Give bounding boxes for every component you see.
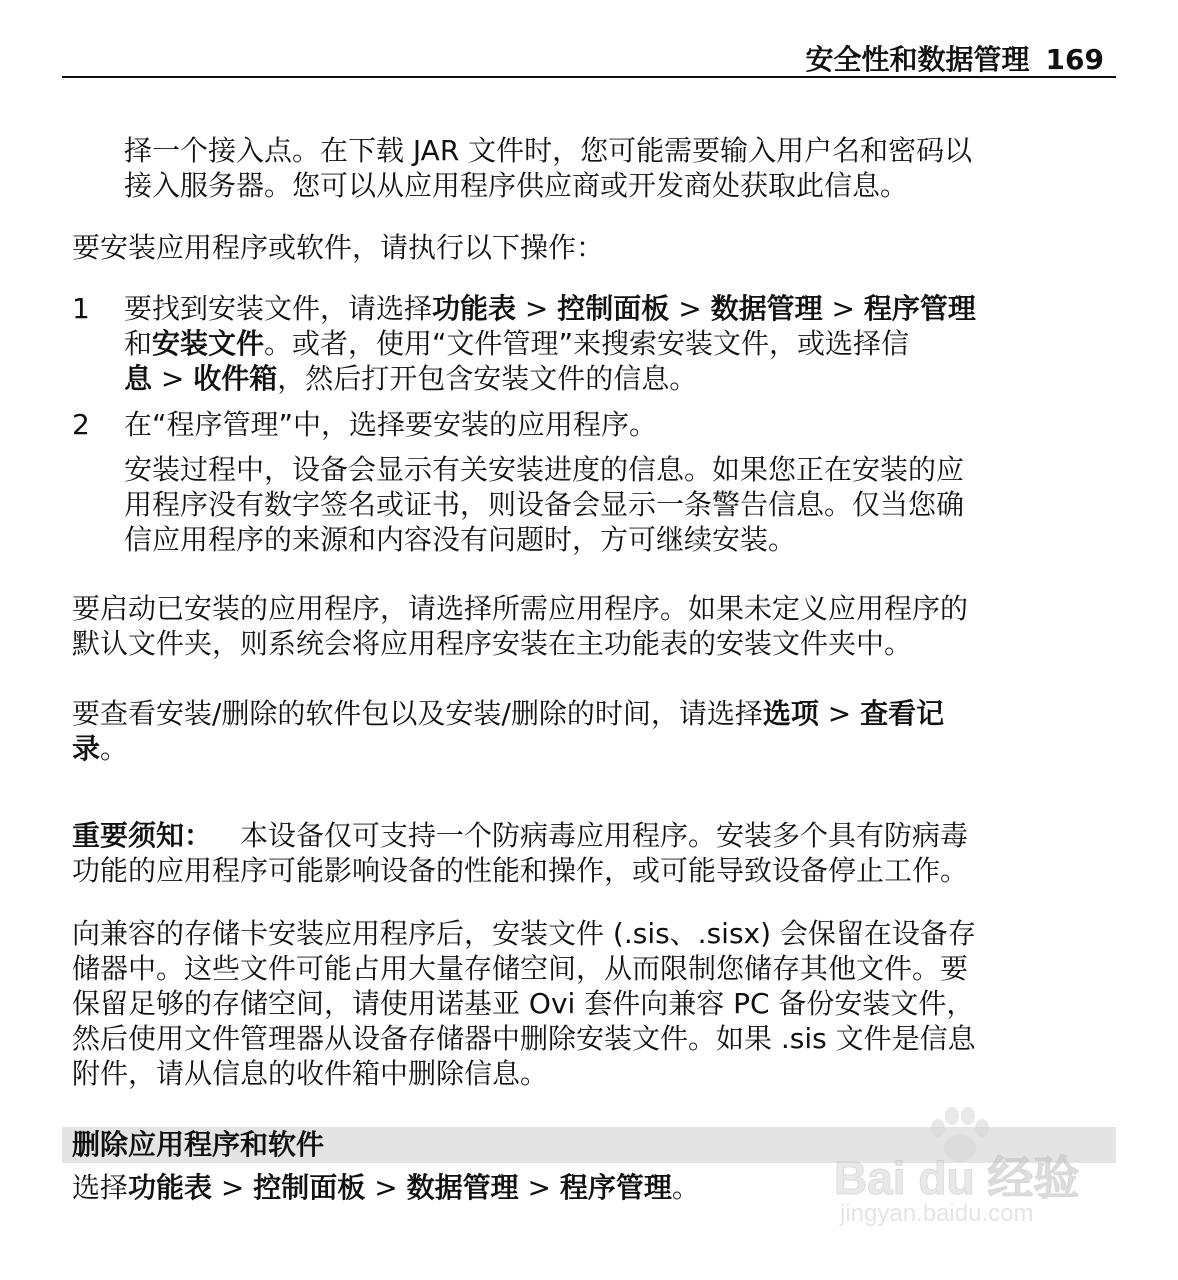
menu-path-item: 程序管理 bbox=[559, 1171, 672, 1204]
page-header bbox=[62, 42, 1116, 78]
path-separator: > bbox=[518, 1171, 560, 1204]
text-line: 在“程序管理”中，选择要安装的应用程序。 bbox=[124, 408, 658, 441]
menu-path-item: 控制面板 bbox=[557, 292, 670, 325]
text-line: 要启动已安装的应用程序，请选择所需应用程序。如果未定义应用程序的 bbox=[72, 592, 969, 625]
install-lead bbox=[72, 230, 1112, 265]
text-line: ，然后打开包含安装文件的信息。 bbox=[277, 362, 698, 395]
text-line: 。 bbox=[671, 1171, 700, 1204]
step-1 bbox=[124, 291, 1112, 396]
text-line: 。 bbox=[100, 732, 129, 765]
text-line: 安装过程中，设备会显示有关安装进度的信息。如果您正在安装的应 bbox=[124, 453, 965, 486]
step-2-detail bbox=[124, 452, 1112, 557]
text-line: 和 bbox=[124, 327, 153, 360]
step-number-1: 1 bbox=[72, 292, 90, 325]
text-line: 本设备仅可支持一个防病毒应用程序。安装多个具有防病毒 bbox=[240, 819, 969, 852]
launch-paragraph bbox=[72, 591, 1112, 661]
path-separator: > bbox=[822, 292, 864, 325]
watermark-url: jingyan.baidu.com bbox=[840, 1200, 1034, 1227]
step-2 bbox=[124, 407, 1112, 442]
text-line: 接入服务器。您可以从应用程序供应商或开发商处获取此信息。 bbox=[124, 169, 909, 202]
menu-path-item: 功能表 bbox=[432, 292, 517, 325]
path-separator: > bbox=[669, 292, 711, 325]
intro-continuation bbox=[124, 133, 1112, 203]
menu-path-item: 安装文件 bbox=[152, 327, 265, 360]
text-line: 然后使用文件管理器从设备存储器中删除安装文件。如果 .sis 文件是信息 bbox=[72, 1022, 976, 1055]
menu-path-item: 数据管理 bbox=[710, 292, 823, 325]
menu-path-item: 收件箱 bbox=[193, 362, 278, 395]
path-separator: > bbox=[818, 697, 861, 730]
text-line: 要找到安装文件，请选择 bbox=[124, 292, 433, 325]
menu-path-item: 选项 bbox=[762, 697, 819, 730]
step-number-2: 2 bbox=[72, 408, 90, 441]
text-line: 信应用程序的来源和内容没有问题时，方可继续安装。 bbox=[124, 523, 797, 556]
memory-paragraph bbox=[72, 916, 1112, 1091]
menu-path-item: 录 bbox=[72, 732, 101, 765]
path-separator: > bbox=[365, 1171, 407, 1204]
text-line: 择一个接入点。在下载 JAR 文件时，您可能需要输入用户名和密码以 bbox=[124, 134, 973, 167]
menu-path-item: 查看记 bbox=[860, 697, 945, 730]
path-separator: > bbox=[516, 292, 558, 325]
page-number: 169 bbox=[1045, 43, 1104, 76]
section-title: 删除应用程序和软件 bbox=[72, 1128, 325, 1161]
text-line: 储器中。这些文件可能占用大量存储空间，从而限制您储存其他文件。要 bbox=[72, 952, 969, 985]
text-line: 功能的应用程序可能影响设备的性能和操作，或可能导致设备停止工作。 bbox=[72, 854, 969, 887]
text-line: 选择 bbox=[72, 1171, 129, 1204]
text-line: 默认文件夹，则系统会将应用程序安装在主功能表的安装文件夹中。 bbox=[72, 627, 913, 660]
menu-path-item: 程序管理 bbox=[863, 292, 976, 325]
menu-path-item: 功能表 bbox=[128, 1171, 213, 1204]
text-line: 保留足够的存储空间，请使用诺基亚 Ovi 套件向兼容 PC 备份安装文件， bbox=[72, 987, 975, 1020]
notice-label: 重要须知： bbox=[72, 819, 213, 852]
text-line: 要安装应用程序或软件，请执行以下操作： bbox=[72, 231, 605, 264]
menu-path-item: 控制面板 bbox=[253, 1171, 366, 1204]
text-line: 。或者，使用“文件管理”来搜索安装文件，或选择信 bbox=[264, 327, 910, 360]
baidu-watermark bbox=[832, 1106, 1122, 1236]
text-line: 要查看安装/删除的软件包以及安装/删除的时间，请选择 bbox=[72, 697, 763, 730]
text-line: 向兼容的存储卡安装应用程序后，安装文件 (.sis、.sisx) 会保留在设备存 bbox=[72, 917, 976, 950]
header-title: 安全性和数据管理 bbox=[805, 43, 1030, 76]
notice-paragraph bbox=[72, 818, 1112, 888]
watermark-brand: Bai du 经验 bbox=[834, 1152, 1080, 1204]
menu-path-item: 数据管理 bbox=[406, 1171, 519, 1204]
header-text bbox=[806, 42, 1104, 78]
path-separator: > bbox=[152, 362, 194, 395]
text-line: 用程序没有数字签名或证书，则设备会显示一条警告信息。仅当您确 bbox=[124, 488, 965, 521]
log-paragraph bbox=[72, 696, 1112, 766]
menu-path-item: 息 bbox=[124, 362, 153, 395]
text-line: 附件，请从信息的收件箱中删除信息。 bbox=[72, 1057, 549, 1090]
path-separator: > bbox=[212, 1171, 254, 1204]
